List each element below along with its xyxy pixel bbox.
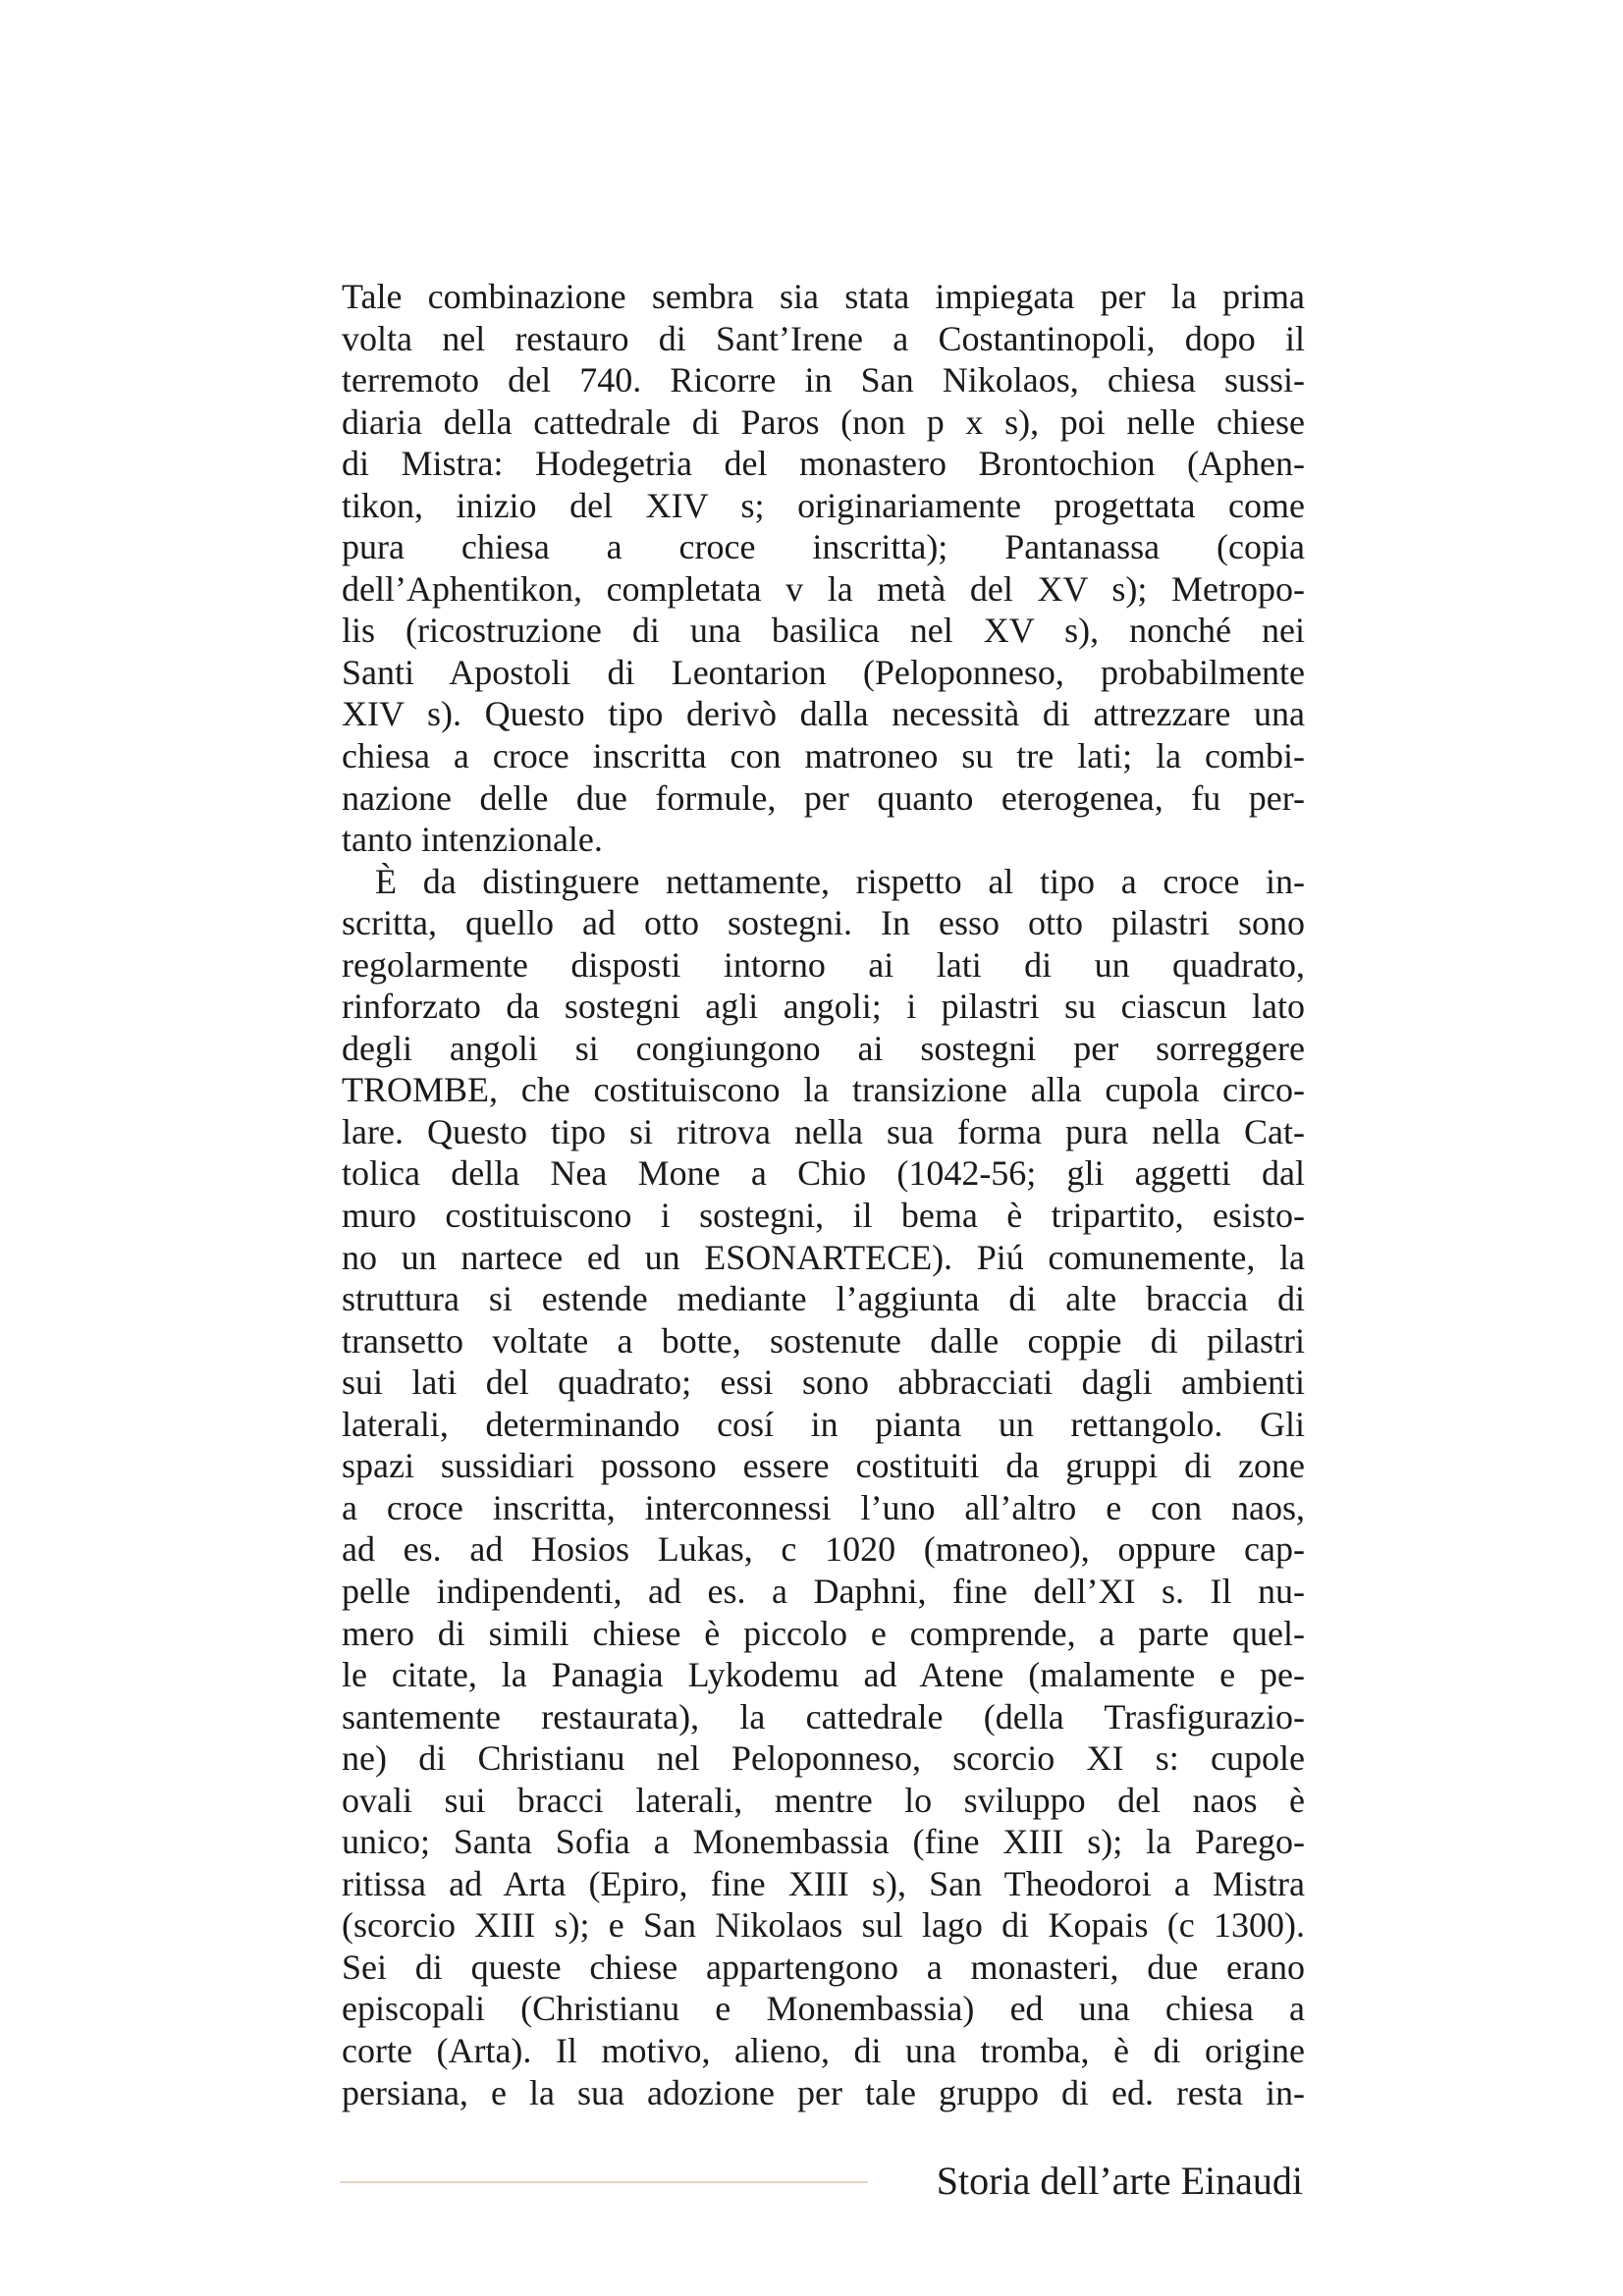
text-line: muro costituiscono i sostegni, il bema è tripartito, esisto- <box>342 1196 1305 1236</box>
text-line: transetto voltate a botte, sostenute dalle coppie di pilastri <box>342 1320 1305 1361</box>
text-line: TROMBE, che costituiscono la transizione alla cupola circo- <box>342 1070 1305 1110</box>
text-line: XIV s). Questo tipo derivò dalla necessità di attrezzare una <box>342 694 1305 734</box>
text-line: degli angoli si congiungono ai sostegni per sorreggere <box>342 1028 1305 1068</box>
text-line: mero di simili chiese è piccolo e comprende, a parte quel- <box>342 1613 1305 1653</box>
text-line: scritta, quello ad otto sostegni. In esso otto pilastri sono <box>342 903 1305 943</box>
paragraph-end-line: tanto intenzionale. <box>342 820 603 860</box>
text-line: diaria della cattedrale di Paros (non p x s), poi nelle chiese <box>342 401 1305 442</box>
footer-divider <box>340 2181 868 2183</box>
text-line: ovali sui bracci laterali, mentre lo sviluppo del naos è <box>342 1780 1305 1820</box>
text-line: sui lati del quadrato; essi sono abbracciati dagli ambienti <box>342 1362 1305 1403</box>
text-line: santemente restaurata), la cattedrale (della Trasfigurazio- <box>342 1696 1305 1736</box>
text-line: pura chiesa a croce inscritta); Pantanassa (copia <box>342 527 1305 567</box>
text-line: spazi sussidiari possono essere costituiti da gruppi di zone <box>342 1446 1305 1486</box>
text-line: no un nartece ed un ESONARTECE). Piú comunemente, la <box>342 1237 1305 1277</box>
text-line: dell’Aphentikon, completata v la metà del XV s); Metropo- <box>342 568 1305 609</box>
text-line: a croce inscritta, interconnessi l’uno all’altro e con naos, <box>342 1487 1305 1527</box>
text-line: tolica della Nea Mone a Chio (1042-56; gli aggetti dal <box>342 1153 1305 1194</box>
text-line: lis (ricostruzione di una basilica nel XV s), nonché nei <box>342 611 1305 651</box>
text-line: episcopali (Christianu e Monembassia) ed una chiesa a <box>342 1989 1305 2029</box>
text-line: Santi Apostoli di Leontarion (Peloponneso, probabilmente <box>342 652 1305 692</box>
text-line: di Mistra: Hodegetria del monastero Brontochion (Aphen- <box>342 444 1305 484</box>
footer-publication-title: Storia dell’arte Einaudi <box>936 2159 1303 2203</box>
text-line: lare. Questo tipo si ritrova nella sua forma pura nella Cat- <box>342 1111 1305 1151</box>
body-text <box>342 276 1305 2113</box>
text-line: chiesa a croce inscritta con matroneo su tre lati; la combi- <box>342 736 1305 776</box>
text-line: le citate, la Panagia Lykodemu ad Atene (malamente e pe- <box>342 1655 1305 1695</box>
text-line: terremoto del 740. Ricorre in San Nikolaos, chiesa sussi- <box>342 360 1305 400</box>
text-line: laterali, determinando cosí in pianta un rettangolo. Gli <box>342 1404 1305 1444</box>
text-line: unico; Santa Sofia a Monembassia (fine XIII s); la Parego- <box>342 1822 1305 1862</box>
text-line: pelle indipendenti, ad es. a Daphni, fine dell’XI s. Il nu- <box>342 1571 1305 1611</box>
text-line: Sei di queste chiese appartengono a monasteri, due erano <box>342 1947 1305 1987</box>
text-line: nazione delle due formule, per quanto eterogenea, fu per- <box>342 777 1305 818</box>
text-line: struttura si estende mediante l’aggiunta di alte braccia di <box>342 1279 1305 1319</box>
text-line: rinforzato da sostegni agli angoli; i pilastri su ciascun lato <box>342 987 1305 1027</box>
text-line: regolarmente disposti intorno ai lati di un quadrato, <box>342 944 1305 985</box>
text-line: ne) di Christianu nel Peloponneso, scorcio XI s: cupole <box>342 1738 1305 1779</box>
text-line: ritissa ad Arta (Epiro, fine XIII s), San Theodoroi a Mistra <box>342 1863 1305 1903</box>
paragraph-start-line: È da distinguere nettamente, rispetto al tipo a croce in- <box>375 861 1305 901</box>
text-line: volta nel restauro di Sant’Irene a Costantinopoli, dopo il <box>342 318 1305 358</box>
text-line: Tale combinazione sembra sia stata impiegata per la prima <box>342 277 1305 316</box>
text-line: tikon, inizio del XIV s; originariamente progettata come <box>342 485 1305 525</box>
text-line: corte (Arta). Il motivo, alieno, di una tromba, è di origine <box>342 2030 1305 2070</box>
text-line: (scorcio XIII s); e San Nikolaos sul lago di Kopais (c 1300). <box>342 1905 1305 1946</box>
text-line: ad es. ad Hosios Lukas, c 1020 (matroneo), oppure cap- <box>342 1529 1305 1570</box>
text-line: persiana, e la sua adozione per tale gruppo di ed. resta in- <box>342 2072 1305 2112</box>
